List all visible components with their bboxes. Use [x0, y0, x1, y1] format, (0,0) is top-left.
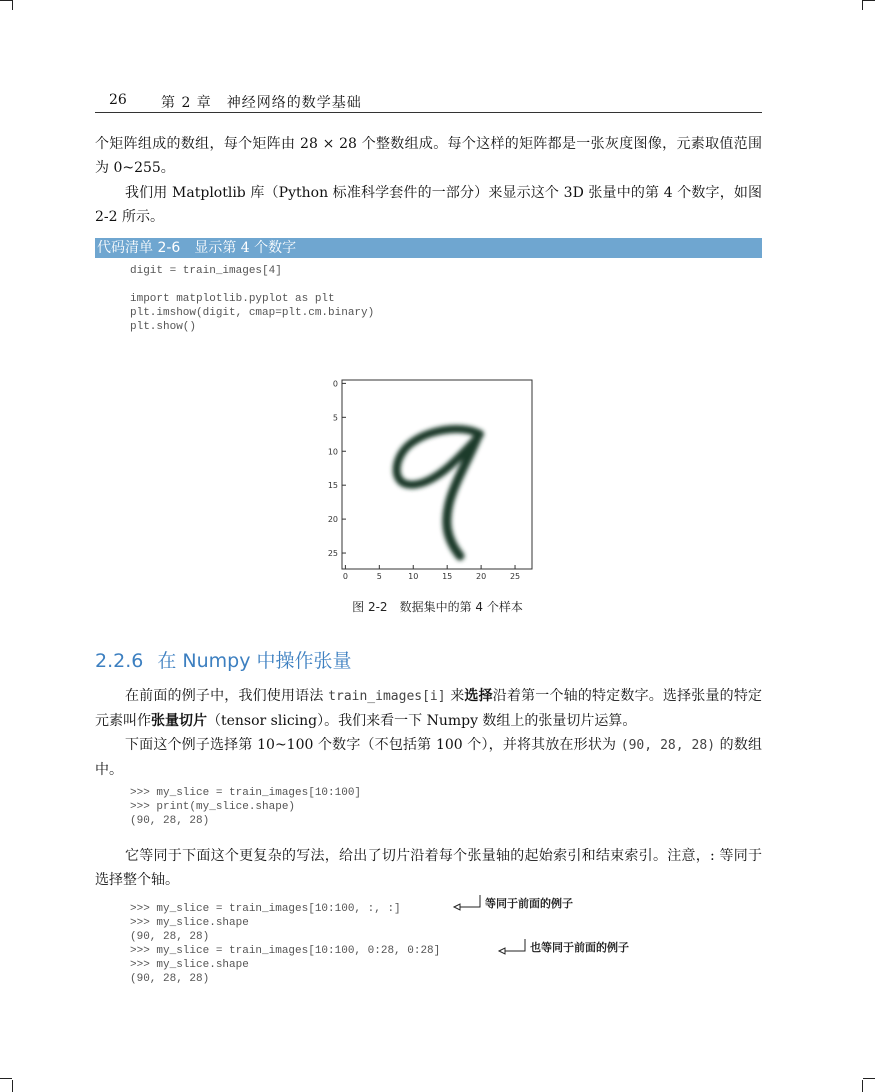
- crop-mark: [862, 1080, 863, 1092]
- section-heading: [95, 646, 352, 673]
- listing-title: 显示第 4 个数字: [194, 240, 297, 256]
- annotation-arrow-2: [495, 937, 529, 957]
- x-tick-label: 5: [376, 572, 382, 581]
- code-line: >>> my_slice = train_images[10:100, :, :]: [130, 903, 401, 915]
- listing-label: 代码清单 2-6: [97, 240, 181, 256]
- code-block: >>> my_slice.shape (90, 28, 28): [130, 917, 249, 943]
- annotation-note: 也等同于前面的例子: [530, 941, 629, 954]
- crop-mark: [863, 0, 875, 1]
- x-tick-label: 20: [476, 572, 487, 581]
- crop-mark: [0, 1078, 12, 1079]
- paragraph: [95, 733, 762, 782]
- crop-mark: [12, 0, 13, 10]
- y-tick-label: 20: [327, 515, 338, 525]
- y-tick-label: 5: [332, 413, 338, 423]
- crop-mark: [0, 0, 12, 1]
- chapter-title: 第 2 章 神经网络的数学基础: [161, 95, 362, 111]
- text-run: 沿着第一个轴的特定数字。选择张量的特定元素叫作: [95, 688, 763, 729]
- text-run: 的数组中。: [95, 737, 763, 778]
- x-tick-label: 25: [509, 572, 521, 581]
- y-tick-label: 15: [327, 481, 338, 491]
- text-run: （tensor slicing）。我们来看一下 Numpy 数组上的张量切片运算。: [207, 713, 637, 729]
- crop-mark: [862, 0, 863, 10]
- inline-code: (90, 28, 28): [620, 738, 716, 753]
- crop-mark: [12, 1080, 13, 1092]
- bold-term: 张量切片: [151, 713, 207, 729]
- code-listing-header: [95, 238, 762, 258]
- code-line: >>> my_slice = train_images[10:100, 0:28, 0:28]: [130, 945, 441, 957]
- y-tick-label: 25: [327, 549, 338, 559]
- paragraph: 我们用 Matplotlib 库（Python 标准科学套件的一部分）来显示这个 3D 张量中的第 4 个数字，如图 2-2 所示。: [95, 185, 762, 225]
- figure-caption: 图 2-2 数据集中的第 4 个样本: [352, 600, 523, 614]
- digit-figure: [310, 372, 545, 582]
- annotation-note: 等同于前面的例子: [485, 897, 573, 910]
- paragraph: 个矩阵组成的数组，每个矩阵由 28 × 28 个整数组成。每个这样的矩阵都是一张灰度图像，元素取值范围为 0~255。: [95, 136, 762, 176]
- code-block: digit = train_images[4] import matplotlib.pyplot as plt plt.imshow(digit, cmap=plt.cm.binary) plt.show(): [130, 265, 375, 333]
- text-run: 来: [445, 688, 465, 704]
- y-tick-label: 10: [327, 447, 338, 457]
- y-tick-label: 0: [332, 379, 338, 389]
- inline-code: train_images[i]: [328, 689, 446, 704]
- code-block: >>> my_slice = train_images[10:100] >>> print(my_slice.shape) (90, 28, 28): [130, 787, 362, 827]
- annotation-arrow-1: [450, 893, 484, 913]
- page-number: 26: [109, 92, 127, 108]
- paragraph: [95, 684, 762, 733]
- text-run: 下面这个例子选择第 10~100 个数字（不包括第 100 个），并将其放在形状为: [125, 737, 621, 753]
- x-tick-label: 0: [342, 572, 348, 581]
- paragraph: 它等同于下面这个更复杂的写法，给出了切片沿着每个张量轴的起始索引和结束索引。注意，: 等同于选择整个轴。: [95, 848, 762, 888]
- code-block: >>> my_slice.shape (90, 28, 28): [130, 959, 249, 985]
- x-tick-label: 10: [408, 572, 419, 581]
- x-tick-label: 15: [442, 572, 453, 581]
- bold-term: 选择: [464, 688, 493, 704]
- page-header: [95, 92, 762, 113]
- section-title: 在 Numpy 中操作张量: [157, 650, 352, 672]
- section-number: 2.2.6: [95, 650, 144, 672]
- crop-mark: [863, 1078, 875, 1079]
- text-run: 在前面的例子中，我们使用语法: [125, 688, 329, 704]
